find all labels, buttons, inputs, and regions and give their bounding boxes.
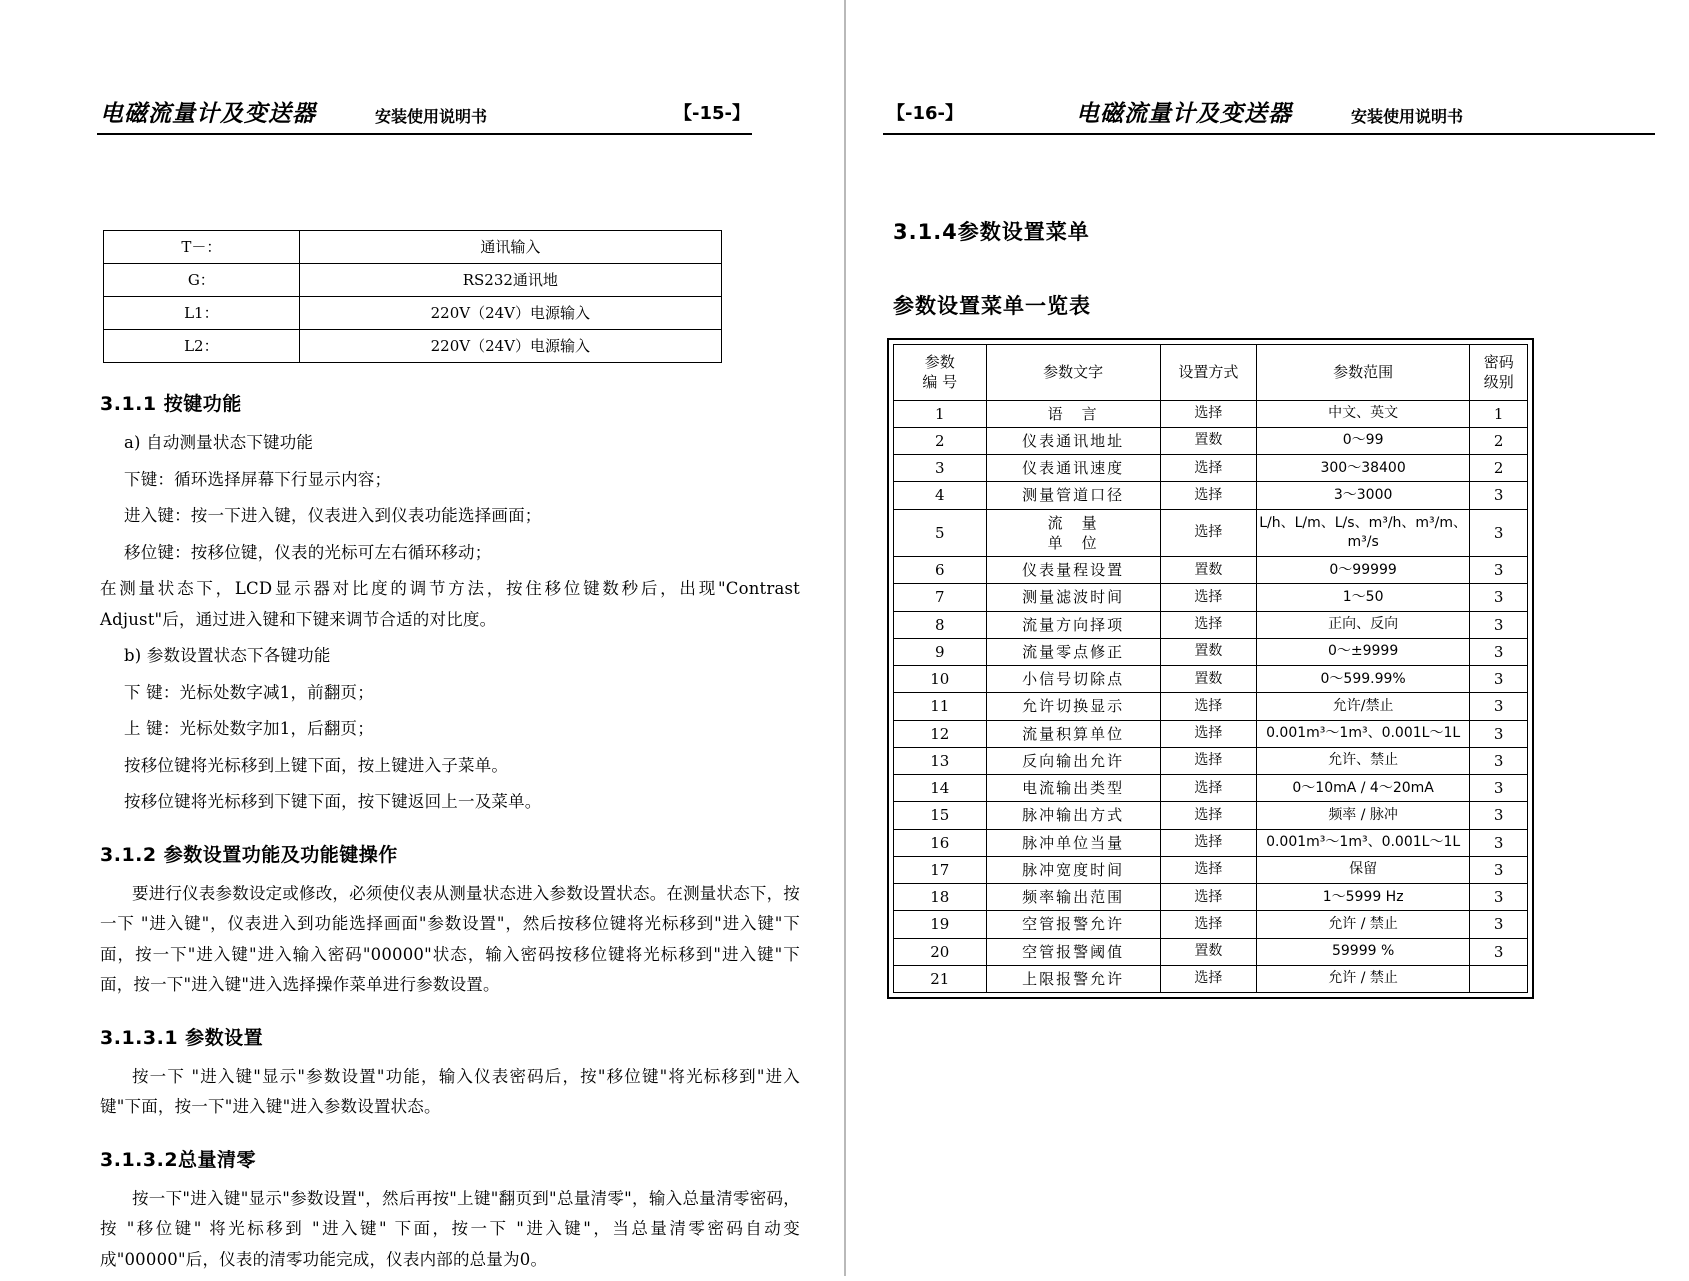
table-row [894,775,1528,802]
cell-level: 3 [1470,611,1528,638]
cell-level: 3 [1470,666,1528,693]
cell-range: 0～99999 [1256,557,1470,584]
cell-level: 1 [1470,400,1528,427]
cell-range: 59999 % [1256,938,1470,965]
cell-level: 3 [1470,638,1528,665]
paragraph: 下键：循环选择屏幕下行显示内容； [124,469,392,489]
cell-mode: 选择 [1160,965,1256,992]
cell-no: 12 [894,720,987,747]
cell-mode: 选择 [1160,584,1256,611]
cell-mode: 选择 [1160,400,1256,427]
cell-name: 脉冲单位当量 [986,829,1160,856]
table-row [894,965,1528,992]
cell-name: 流量零点修正 [986,638,1160,665]
cell-no: 20 [894,938,987,965]
terminal-code: T－： [104,231,300,264]
cell-mode: 选择 [1160,509,1256,557]
cell-level: 3 [1470,911,1528,938]
cell-level: 2 [1470,455,1528,482]
cell-name: 频率输出范围 [986,884,1160,911]
column-header-no [894,345,987,401]
terminal-function: RS232通讯地 [299,264,721,297]
section-heading-311: 3.1.1 按键功能 [100,393,242,415]
right-page-content [883,160,1658,999]
table-row [104,231,722,264]
table-row [894,638,1528,665]
header-line1: 密码 [1483,353,1514,371]
table-title: 参数设置菜单一览表 [893,294,1091,318]
cell-no: 21 [894,965,987,992]
cell-range: 频率 / 脉冲 [1256,802,1470,829]
table-row [894,693,1528,720]
cell-mode: 选择 [1160,856,1256,883]
table-row [894,666,1528,693]
cell-level: 3 [1470,509,1528,557]
cell-range: L/h、L/m、L/s、m³/h、m³/m、m³/s [1256,509,1470,557]
table-row [894,884,1528,911]
paragraph: 上 键：光标处数字加1，后翻页； [124,719,374,739]
cell-level: 3 [1470,829,1528,856]
cell-no: 8 [894,611,987,638]
cell-name: 仪表量程设置 [986,557,1160,584]
terminal-code: L1： [104,297,300,330]
paragraph: 要进行仪表参数设定或修改，必须使仪表从测量状态进入参数设置状态。在测量状态下，按一下 "进入键"，仪表进入到功能选择画面"参数设置"，然后按移位键将光标移到"进入键"下面，按一下"进入键"进入输入密码"00000"状态，输入密码按移位键将光标移到"进入键"下面，按一下"进入键"进入选择操作菜单进行参数设置。 [100,883,800,995]
table-row [894,829,1528,856]
cell-level: 3 [1470,584,1528,611]
cell-mode: 置数 [1160,638,1256,665]
cell-level: 3 [1470,884,1528,911]
cell-no: 14 [894,775,987,802]
cell-no: 16 [894,829,987,856]
header-subtitle: 安装使用说明书 [375,107,488,126]
cell-range: 允许/禁止 [1256,693,1470,720]
header-line2: 编 号 [922,373,958,392]
paragraph: 进入键：按一下进入键，仪表进入到仪表功能选择画面； [124,506,542,526]
table-row [894,802,1528,829]
table-row [894,611,1528,638]
cell-no: 2 [894,427,987,454]
cell-level: 3 [1470,775,1528,802]
cell-name: 流量方向择项 [986,611,1160,638]
header-line2: 级别 [1483,373,1514,392]
terminal-table [103,230,722,363]
left-page [0,0,845,1276]
table-row [894,455,1528,482]
cell-mode: 选择 [1160,802,1256,829]
paragraph: 按移位键将光标移到下键下面，按下键返回上一及菜单。 [124,792,542,812]
table-row [894,427,1528,454]
terminal-function: 通讯输入 [299,231,721,264]
cell-mode: 选择 [1160,482,1256,509]
cell-range: 1～50 [1256,584,1470,611]
cell-range: 0～99 [1256,427,1470,454]
cell-no: 5 [894,509,987,557]
cell-range: 中文、英文 [1256,400,1470,427]
cell-no: 11 [894,693,987,720]
cell-name: 空管报警允许 [986,911,1160,938]
cell-range: 0.001m³～1m³、0.001L～1L [1256,720,1470,747]
cell-mode: 置数 [1160,938,1256,965]
table-row [894,482,1528,509]
cell-level: 2 [1470,427,1528,454]
cell-level: 3 [1470,557,1528,584]
cell-range: 1～5999 Hz [1256,884,1470,911]
paragraph: 下 键：光标处数字减1，前翻页； [124,682,374,702]
cell-level [1470,965,1528,992]
column-header-range: 参数范围 [1256,345,1470,401]
cell-mode: 置数 [1160,427,1256,454]
cell-no: 18 [894,884,987,911]
cell-name: 空管报警阈值 [986,938,1160,965]
cell-name: 上限报警允许 [986,965,1160,992]
left-page-content [100,160,800,1281]
cell-level: 3 [1470,720,1528,747]
cell-no: 15 [894,802,987,829]
table-row [104,264,722,297]
cell-no: 1 [894,400,987,427]
cell-mode: 选择 [1160,747,1256,774]
cell-range: 保留 [1256,856,1470,883]
cell-range: 3～3000 [1256,482,1470,509]
table-header-row [894,345,1528,401]
paragraph: b) 参数设置状态下各键功能 [124,646,331,666]
header-divider [97,133,752,135]
paragraph: 按移位键将光标移到上键下面，按上键进入子菜单。 [124,755,509,775]
paragraph: a) 自动测量状态下键功能 [124,433,314,452]
cell-name: 仪表通讯速度 [986,455,1160,482]
table-row [894,856,1528,883]
paragraph: 按一下 "进入键"显示"参数设置"功能，输入仪表密码后，按"移位键"将光标移到"进入键"下面，按一下"进入键"进入参数设置状态。 [100,1066,800,1117]
terminal-code: L2： [104,330,300,363]
section-heading-312: 3.1.2 参数设置功能及功能键操作 [100,843,398,866]
cell-level: 3 [1470,747,1528,774]
cell-no: 3 [894,455,987,482]
table-row [894,557,1528,584]
table-row [894,911,1528,938]
cell-no: 19 [894,911,987,938]
cell-range: 0～±9999 [1256,638,1470,665]
cell-no: 10 [894,666,987,693]
paragraph: 按一下"进入键"显示"参数设置"，然后再按"上键"翻页到"总量清零"，输入总量清零密码，按 "移位键" 将光标移到 "进入键" 下面，按一下 "进入键"，当总量清零密码自动变成"00000"后，仪表的清零功能完成，仪表内部的总量为0。 [100,1188,800,1269]
header-title: 电磁流量计及变送器 [1076,101,1292,127]
cell-mode: 选择 [1160,775,1256,802]
column-header-level [1470,345,1528,401]
cell-name: 仪表通讯地址 [986,427,1160,454]
cell-range: 正向、反向 [1256,611,1470,638]
cell-range: 允许 / 禁止 [1256,911,1470,938]
header-title: 电磁流量计及变送器 [100,101,316,127]
section-heading-3131: 3.1.3.1 参数设置 [100,1026,264,1049]
table-row [894,400,1528,427]
cell-name: 测量滤波时间 [986,584,1160,611]
cell-range: 0～10mA / 4～20mA [1256,775,1470,802]
terminal-function: 220V（24V）电源输入 [299,330,721,363]
cell-mode: 选择 [1160,455,1256,482]
cell-mode: 置数 [1160,666,1256,693]
table-row [894,938,1528,965]
table-row [104,330,722,363]
param-table-frame [887,338,1534,999]
cell-level: 3 [1470,856,1528,883]
cell-no: 7 [894,584,987,611]
table-row [894,509,1528,557]
cell-name: 允许切换显示 [986,693,1160,720]
cell-name: 脉冲宽度时间 [986,856,1160,883]
cell-mode: 选择 [1160,720,1256,747]
parameter-settings-table [893,344,1528,993]
cell-range: 300～38400 [1256,455,1470,482]
cell-range: 允许 / 禁止 [1256,965,1470,992]
cell-name: 流 量 单 位 [986,509,1160,557]
cell-mode: 选择 [1160,829,1256,856]
cell-mode: 选择 [1160,611,1256,638]
cell-name: 语 言 [986,400,1160,427]
section-heading-3132: 3.1.3.2总量清零 [100,1148,257,1171]
cell-level: 3 [1470,693,1528,720]
cell-level: 3 [1470,938,1528,965]
column-header-mode: 设置方式 [1160,345,1256,401]
cell-name: 脉冲输出方式 [986,802,1160,829]
table-row [894,720,1528,747]
page-number: 【-15-】 [674,103,750,124]
cell-no: 13 [894,747,987,774]
paragraph: 在测量状态下，LCD显示器对比度的调节方法，按住移位键数秒后，出现"Contrast Adjust"后，通过进入键和下键来调节合适的对比度。 [100,579,800,629]
cell-range: 0.001m³～1m³、0.001L～1L [1256,829,1470,856]
cell-range: 0～599.99% [1256,666,1470,693]
page-number: 【-16-】 [887,103,963,124]
terminal-function: 220V（24V）电源输入 [299,297,721,330]
cell-name: 反向输出允许 [986,747,1160,774]
cell-no: 6 [894,557,987,584]
cell-range: 允许、禁止 [1256,747,1470,774]
cell-no: 4 [894,482,987,509]
paragraph: 移位键：按移位键，仪表的光标可左右循环移动； [124,542,492,562]
section-heading-314: 3.1.4参数设置菜单 [893,220,1090,244]
terminal-code: G： [104,264,300,297]
header-divider [883,133,1655,135]
cell-no: 9 [894,638,987,665]
table-row [894,747,1528,774]
cell-mode: 选择 [1160,884,1256,911]
cell-mode: 选择 [1160,693,1256,720]
header-line1: 参数 [924,353,955,371]
cell-name: 流量积算单位 [986,720,1160,747]
right-page [845,0,1689,1276]
table-row [894,584,1528,611]
cell-name: 测量管道口径 [986,482,1160,509]
cell-name: 小信号切除点 [986,666,1160,693]
column-header-name: 参数文字 [986,345,1160,401]
table-row [104,297,722,330]
cell-level: 3 [1470,802,1528,829]
cell-mode: 置数 [1160,557,1256,584]
cell-mode: 选择 [1160,911,1256,938]
header-subtitle: 安装使用说明书 [1351,107,1464,126]
cell-no: 17 [894,856,987,883]
cell-name: 电流输出类型 [986,775,1160,802]
cell-level: 3 [1470,482,1528,509]
